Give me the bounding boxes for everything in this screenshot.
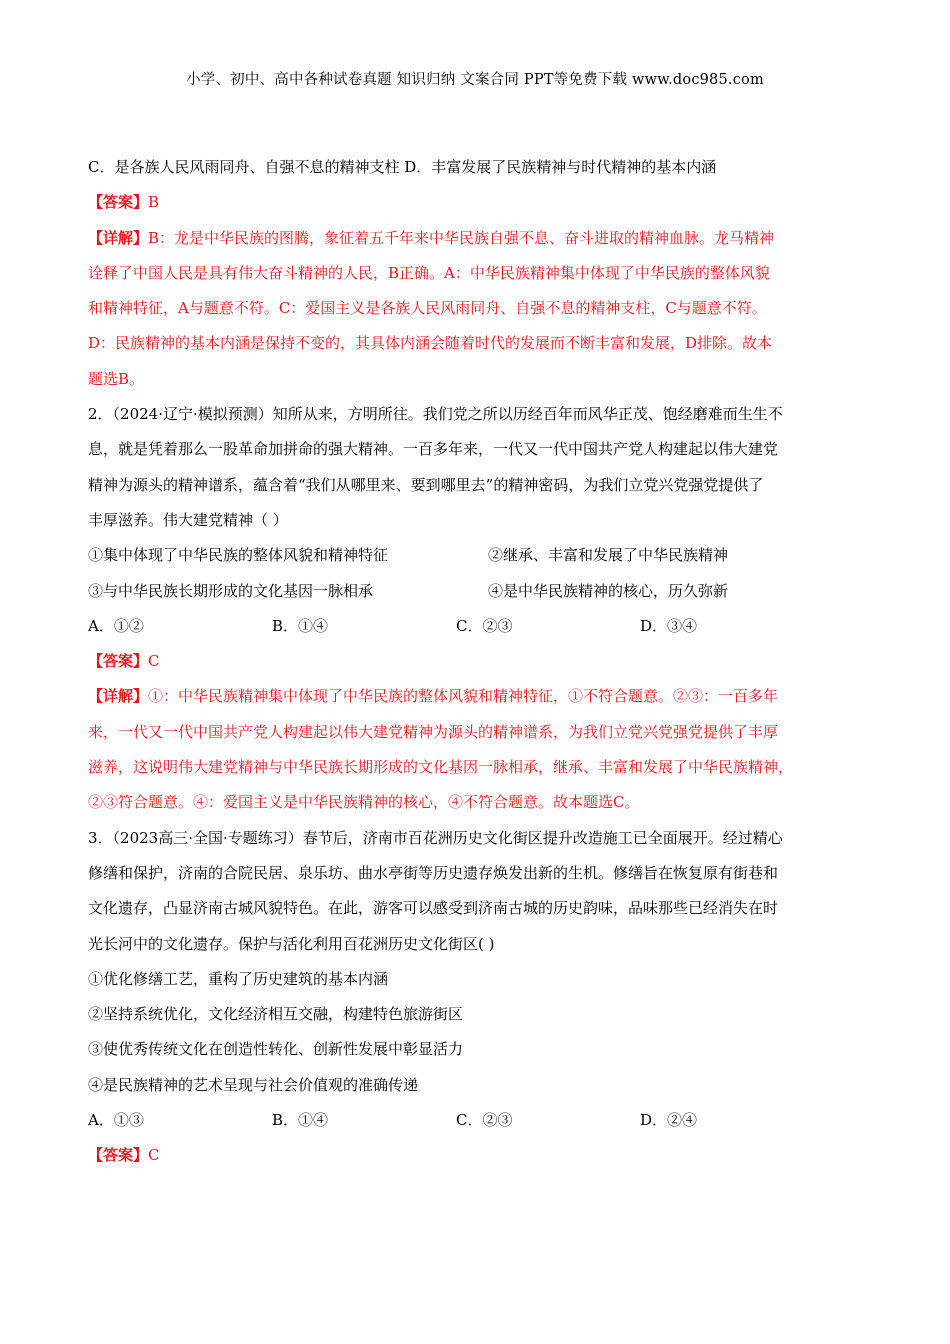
statement: ③与中华民族长期形成的文化基因一脉相承 bbox=[88, 581, 374, 600]
q3-stem-line: 3．（2023高三·全国·专题练习）春节后，济南市百花洲历史文化街区提升改造施工已全面展开。经过精心 bbox=[88, 828, 783, 847]
option-a: A．①② bbox=[88, 616, 144, 635]
answer-tag: 【答案】 bbox=[88, 652, 149, 671]
q2-answer bbox=[88, 648, 872, 683]
q3-statement: ②坚持系统优化，文化经济相互交融，构建特色旅游街区 bbox=[88, 1005, 464, 1024]
q2-explain-line: ②③符合题意。④：爱国主义是中华民族精神的核心，④不符合题意。故本题选C。 bbox=[88, 793, 640, 812]
option-c: C．②③ bbox=[456, 1111, 513, 1130]
document-body bbox=[88, 154, 872, 1178]
q1-explain-line: 和精神特征，A与题意不符。C：爱国主义是各族人民风雨同舟、自强不息的精神支柱，C与题意不符。 bbox=[88, 299, 767, 318]
q2-stem-line: 息，就是凭着那么一股革命加拼命的强大精神。一百多年来，一代又一代中国共产党人构建起以伟大建党 bbox=[88, 440, 779, 459]
q3-statement: ③使优秀传统文化在创造性转化、创新性发展中彰显活力 bbox=[88, 1040, 464, 1059]
answer-value: C bbox=[148, 1146, 160, 1165]
q3-statement: ①优化修缮工艺，重构了历史建筑的基本内涵 bbox=[88, 969, 389, 988]
q2-explain-line: 来，一代又一代中国共产党人构建起以伟大建党精神为源头的精神谱系，为我们立党兴党强党提供了丰厚 bbox=[88, 722, 779, 741]
q2-statement-row bbox=[88, 542, 872, 577]
q1-explain-line: D：民族精神的基本内涵是保持不变的，其具体内涵会随着时代的发展而不断丰富和发展，D排除。故本 bbox=[88, 334, 773, 353]
q1-explain-line: 诠释了中国人民是具有伟大奋斗精神的人民，B正确。A：中华民族精神集中体现了中华民族的整体风貌 bbox=[88, 263, 770, 282]
option-a: A．①③ bbox=[88, 1111, 144, 1130]
q1-explain-line: 题选B。 bbox=[88, 369, 145, 388]
q1-answer bbox=[88, 189, 872, 224]
q3-stem-line: 修缮和保护，济南的合院民居、泉乐坊、曲水亭街等历史遗存焕发出新的生机。修缮旨在恢复原有街巷和 bbox=[88, 863, 779, 882]
explain-tag: 【详解】 bbox=[88, 228, 149, 247]
answer-value: C bbox=[148, 652, 160, 671]
option-d: D．②④ bbox=[640, 1111, 698, 1130]
q3-stem-line: 文化遗存，凸显济南古城风貌特色。在此，游客可以感受到济南古城的历史韵味，品味那些已经消失在时 bbox=[88, 899, 779, 918]
answer-tag: 【答案】 bbox=[88, 193, 149, 212]
q1-explain-line: 【详解】B：龙是中华民族的图腾，象征着五千年来中华民族自强不息、奋斗进取的精神血脉。龙马精神 bbox=[88, 228, 775, 247]
explain-tag: 【详解】 bbox=[88, 687, 149, 706]
option-d: D．③④ bbox=[640, 616, 698, 635]
q3-statement: ④是民族精神的艺术呈现与社会价值观的准确传递 bbox=[88, 1075, 419, 1094]
option-c: C．②③ bbox=[456, 616, 513, 635]
statement: ②继承、丰富和发展了中华民族精神 bbox=[488, 546, 729, 565]
q3-options bbox=[88, 1107, 872, 1142]
statement: ①集中体现了中华民族的整体风貌和精神特征 bbox=[88, 546, 389, 565]
q2-explain-line: 【详解】①：中华民族精神集中体现了中华民族的整体风貌和精神特征，①不符合题意。②③：一百多年 bbox=[88, 687, 779, 706]
answer-value: B bbox=[148, 193, 160, 212]
q2-explain-line: 滋养，这说明伟大建党精神与中华民族长期形成的文化基因一脉相承，继承、丰富和发展了中华民族精神， bbox=[88, 758, 794, 777]
q3-answer bbox=[88, 1142, 872, 1177]
answer-tag: 【答案】 bbox=[88, 1146, 149, 1165]
q3-stem-line: 光长河中的文化遗存。保护与活化利用百花洲历史文化街区( ) bbox=[88, 934, 495, 953]
statement: ④是中华民族精神的核心，历久弥新 bbox=[488, 581, 729, 600]
option-b: B．①④ bbox=[272, 1111, 329, 1130]
q2-options bbox=[88, 613, 872, 648]
q2-stem-line: 2．（2024·辽宁·模拟预测）知所从来，方明所往。我们党之所以历经百年而风华正茂、饱经磨难而生生不 bbox=[88, 405, 783, 424]
q2-stem-line: 丰厚滋养。伟大建党精神（ ） bbox=[88, 510, 288, 529]
q2-statement-row bbox=[88, 578, 872, 613]
q2-stem-line: 精神为源头的精神谱系，蕴含着“我们从哪里来、要到哪里去”的精神密码，为我们立党兴党强党提供了 bbox=[88, 475, 764, 494]
page-header: 小学、初中、高中各种试卷真题 知识归纳 文案合同 PPT等免费下载 www.doc985.com bbox=[186, 72, 764, 88]
option-b: B．①④ bbox=[272, 616, 329, 635]
q0-option-line: C．是各族人民风雨同舟、自强不息的精神支柱 D．丰富发展了民族精神与时代精神的基本内涵 bbox=[88, 158, 717, 176]
